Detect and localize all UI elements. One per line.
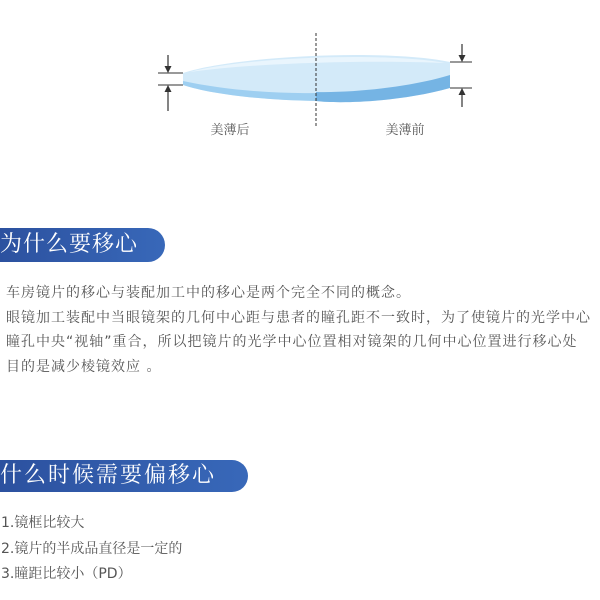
lens-thickness-diagram <box>0 0 600 150</box>
left-down-arrow-head <box>165 66 172 73</box>
right-up-arrow-head <box>459 88 466 95</box>
paragraph-line: 眼镜加工装配中当眼镜架的几何中心距与患者的瞳孔距不一致时，为了使镜片的光学中心 <box>6 309 591 326</box>
right-down-arrow-head <box>459 55 466 62</box>
when-section-banner <box>0 460 248 492</box>
why-section-banner <box>0 228 165 262</box>
paragraph-line: 瞳孔中央“视轴”重合，所以把镜片的光学中心位置相对镜架的几何中心位置进行移心处 <box>6 334 578 351</box>
paragraph-line: 车房镜片的移心与装配加工中的移心是两个完全不同的概念。 <box>6 285 411 301</box>
left-up-arrow-head <box>165 85 172 92</box>
label-after-thinning: 美薄后 <box>210 123 250 138</box>
list-item: 2.镜片的半成品直径是一定的 <box>1 540 183 557</box>
when-section-list <box>1 511 591 588</box>
why-section-title: 为什么要移心 <box>0 232 139 257</box>
why-section-paragraph <box>6 281 600 380</box>
label-before-thinning: 美薄前 <box>385 123 425 138</box>
when-section-title: 什么时候需要偏移心 <box>0 463 217 488</box>
paragraph-line: 目的是减少棱镜效应 。 <box>6 359 162 376</box>
list-item: 3.瞳距比较小（PD） <box>1 566 132 582</box>
list-item: 1.镜框比较大 <box>1 515 85 531</box>
